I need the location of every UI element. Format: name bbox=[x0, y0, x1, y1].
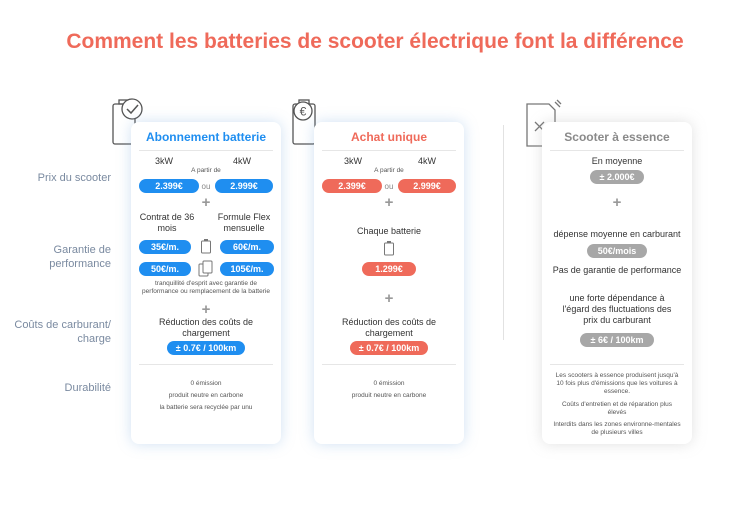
neutre-label: produit neutre en carbone bbox=[168, 392, 244, 399]
plus-sign: + bbox=[384, 194, 394, 211]
ou-label: ou bbox=[201, 182, 211, 191]
card-essence bbox=[542, 122, 692, 444]
cost-pill: ± 0.7€ / 100km bbox=[350, 341, 428, 355]
card-abonnement bbox=[131, 122, 281, 444]
divider bbox=[550, 150, 684, 151]
divider bbox=[139, 150, 273, 151]
kw-label: 3kW bbox=[155, 156, 173, 166]
price-pill: 50€/m. bbox=[139, 262, 191, 276]
plus-sign: + bbox=[201, 194, 211, 211]
divider bbox=[550, 364, 684, 365]
page-title: Comment les batteries de scooter électrique font la différence bbox=[66, 30, 684, 53]
card-title: Abonnement batterie bbox=[145, 130, 266, 144]
plus-sign: + bbox=[612, 194, 622, 211]
a-partir-label: A partir de bbox=[191, 167, 221, 174]
plus-sign: + bbox=[201, 301, 211, 318]
neutre-label: produit neutre en carbone bbox=[351, 392, 427, 399]
row-label-couts: Coûts de carburant/ charge bbox=[14, 319, 111, 345]
svg-text:€: € bbox=[299, 104, 307, 119]
interdits-note: Interdits dans les zones environne-mentales de plusieurs villes bbox=[553, 421, 681, 436]
price-pill: 60€/m. bbox=[220, 240, 274, 254]
cost-pill: 50€/mois bbox=[587, 244, 647, 258]
price-pill: 2.399€ bbox=[322, 179, 382, 193]
card-title: Scooter à essence bbox=[564, 130, 670, 144]
en-moyenne-label: En moyenne bbox=[591, 156, 643, 166]
divider bbox=[322, 150, 456, 151]
reduction-label: Réduction des coûts de chargement bbox=[341, 317, 437, 338]
depense-label: dépense moyenne en carburant bbox=[553, 229, 681, 239]
battery-stack-icon bbox=[198, 259, 214, 277]
cost-pill: ± 0.7€ / 100km bbox=[167, 341, 245, 355]
kw-label: 3kW bbox=[344, 156, 362, 166]
row-label-garantie: Garantie de performance bbox=[49, 244, 111, 270]
a-partir-label: A partir de bbox=[374, 167, 404, 174]
kw-label: 4kW bbox=[418, 156, 436, 166]
card-achat bbox=[314, 122, 464, 444]
ou-label: ou bbox=[384, 182, 394, 191]
emission-label: 0 émission bbox=[373, 380, 405, 387]
price-pill: 105€/m. bbox=[220, 262, 274, 276]
entretien-note: Coûts d'entretien et de réparation plus élevés bbox=[561, 401, 672, 416]
row-label-durabilite: Durabilité bbox=[64, 382, 111, 394]
price-pill: 2.999€ bbox=[215, 179, 273, 193]
pas-garantie-label: Pas de garantie de performance bbox=[552, 265, 682, 275]
card-title: Achat unique bbox=[350, 130, 427, 144]
recyclee-label: la batterie sera recyclée par unu bbox=[159, 404, 253, 411]
reduction-label: Réduction des coûts de chargement bbox=[158, 317, 254, 338]
emission-label: 0 émission bbox=[190, 380, 222, 387]
column-divider bbox=[503, 125, 504, 340]
battery-icon bbox=[200, 238, 212, 254]
battery-icon bbox=[383, 240, 395, 256]
price-pill: 2.999€ bbox=[398, 179, 456, 193]
price-pill: ± 2.000€ bbox=[590, 170, 644, 184]
tranquillite-note: tranquillité d'esprit avec garantie de performance ou remplacement de la batterie bbox=[142, 280, 270, 295]
row-label-prix: Prix du scooter bbox=[37, 172, 111, 184]
divider bbox=[139, 364, 273, 365]
price-pill: 35€/m. bbox=[139, 240, 191, 254]
emissions-note: Les scooters à essence produisent jusqu'à 10 fois plus d'émissions que les voitures à essence. bbox=[555, 372, 679, 395]
cost-pill: ± 6€ / 100km bbox=[580, 333, 654, 347]
contrat-label: Contrat de 36 mois bbox=[139, 212, 195, 233]
price-pill: 1.299€ bbox=[362, 262, 416, 276]
price-pill: 2.399€ bbox=[139, 179, 199, 193]
divider bbox=[322, 364, 456, 365]
chaque-label: Chaque batterie bbox=[356, 226, 422, 236]
kw-label: 4kW bbox=[233, 156, 251, 166]
dependance-label: une forte dépendance à l'égard des fluctuations des prix du carburant bbox=[562, 293, 672, 325]
formule-label: Formule Flex mensuelle bbox=[217, 212, 271, 233]
plus-sign: + bbox=[384, 290, 394, 307]
